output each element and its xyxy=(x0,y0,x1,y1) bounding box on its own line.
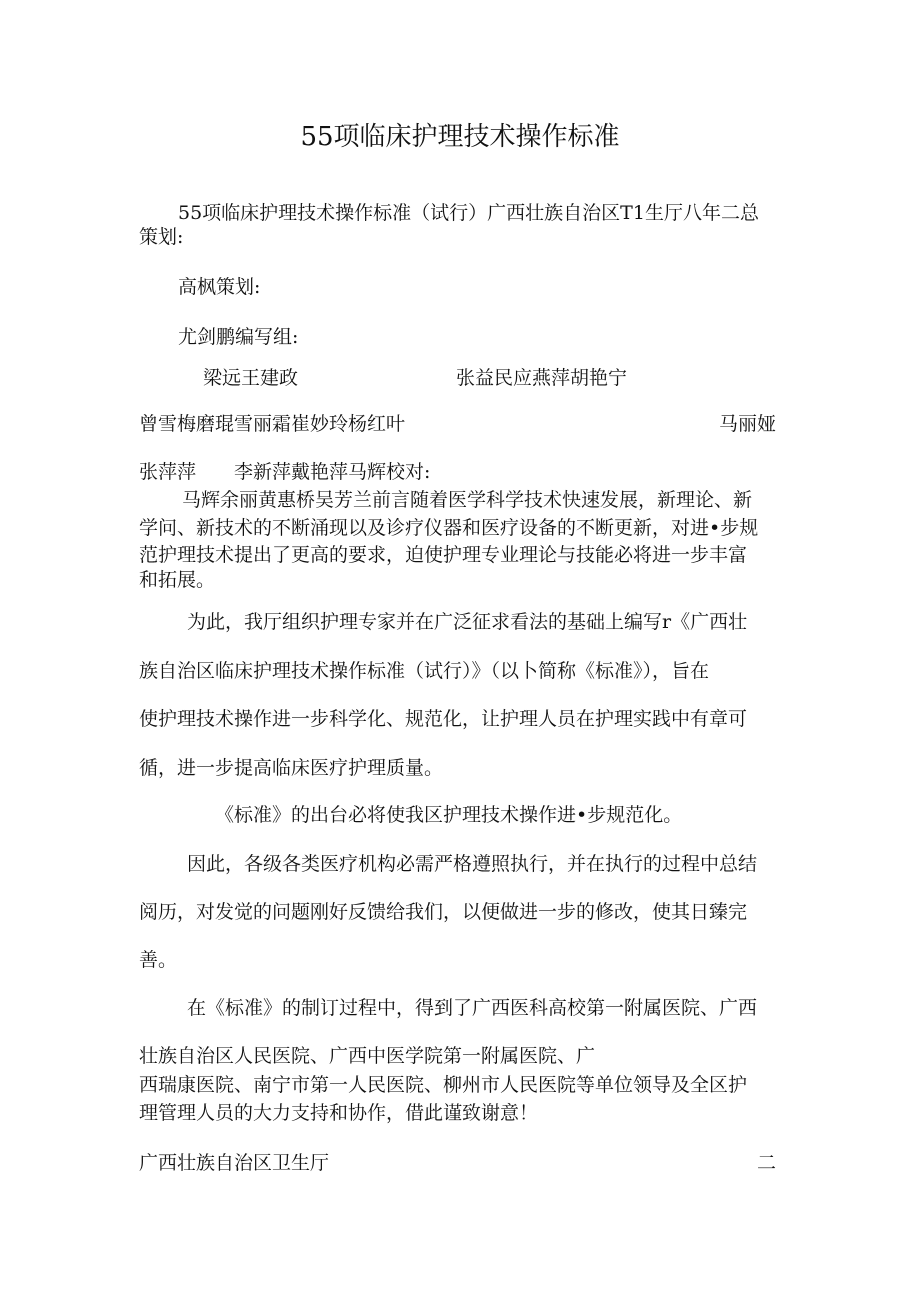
footer-signature: 广西壮族自治区卫生厅 xyxy=(139,1152,330,1174)
name-list: 马丽娅 xyxy=(718,413,776,435)
name-list: 曾雪梅磨琨雪丽霜崔妙玲杨红叶 xyxy=(139,413,406,435)
name-list: 李新萍戴艳萍马辉校对: xyxy=(234,461,431,483)
document-title: 55项临床护理技术操作标准 xyxy=(300,122,620,152)
header-line: 策划: xyxy=(139,226,184,248)
header-line: 55项临床护理技术操作标准（试行）广西壮族自治区T1生厅八年二总 xyxy=(178,202,759,224)
name-list: 张益民应燕萍胡艳宁 xyxy=(456,367,628,389)
paragraph-line: 在《标准》的制订过程中，得到了广西医科高校第一附属医院、广西 xyxy=(187,997,758,1019)
paragraph-line: 族自治区临床护理技术操作标准（试行）》（以卜简称《标准》），旨在 xyxy=(139,660,710,682)
paragraph-line: 善。 xyxy=(139,949,178,971)
name-list: 张萍萍 xyxy=(139,461,197,483)
paragraph-line: 理管理人员的大力支持和协作，借此谨致谢意！ xyxy=(139,1102,539,1124)
paragraph-line: 马辉余丽黄惠桥吴芳兰前言随着医学科学技术快速发展，新理论、新 xyxy=(182,489,753,511)
paragraph-line: 学问、新技术的不断涌现以及诊疗仪器和医疗设备的不断更新，对进•步规 xyxy=(139,517,759,539)
paragraph-line: 使护理技术操作进一步科学化、规范化，让护理人员在护理实践中有章可 xyxy=(139,708,748,730)
paragraph-line: 阅历，对发觉的问题刚好反馈给我们，以便做进一步的修改，使其日臻完 xyxy=(139,901,748,923)
paragraph-line: 和拓展。 xyxy=(139,569,216,591)
header-line: 尤剑鹏编写组: xyxy=(178,326,299,348)
paragraph-line: 为此，我厅组织护理专家并在广泛征求看法的基础上编写r《广西壮 xyxy=(187,611,748,633)
footer-date: 二 xyxy=(756,1152,776,1174)
paragraph-line: 因此，各级各类医疗机构必需严格遵照执行，并在执行的过程中总结 xyxy=(187,853,758,875)
paragraph-line: 西瑞康医院、南宁市第一人民医院、柳州市人民医院等单位领导及全区护 xyxy=(139,1074,748,1096)
paragraph-line: 《标准》的出台必将使我区护理技术操作进•步规范化。 xyxy=(215,804,683,826)
paragraph-line: 循，进一步提高临床医疗护理质量。 xyxy=(139,757,444,779)
paragraph-line: 范护理技术提出了更高的要求，迫使护理专业理论与技能必将进一步丰富 xyxy=(139,544,748,566)
name-list: 梁远王建政 xyxy=(203,367,299,389)
header-line: 高枫策划: xyxy=(178,276,261,298)
paragraph-line: 壮族自治区人民医院、广西中医学院第一附属医院、广 xyxy=(139,1045,596,1067)
